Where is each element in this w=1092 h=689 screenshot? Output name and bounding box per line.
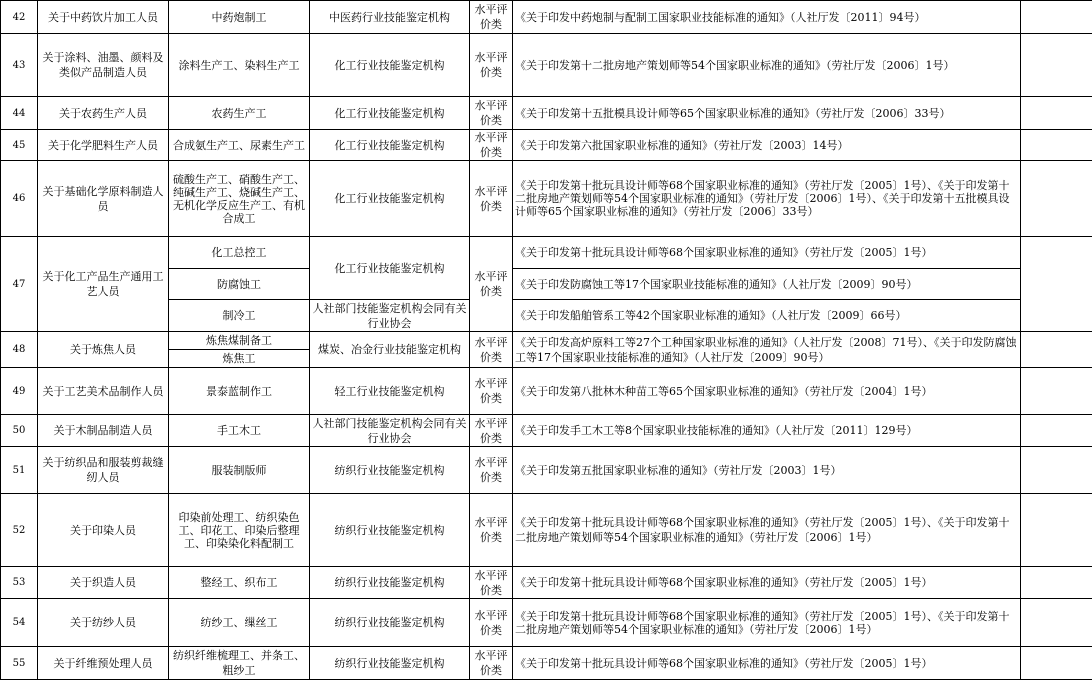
evaluation-type: 水平评价类	[470, 647, 513, 680]
row-number: 55	[1, 647, 38, 680]
job-titles: 防腐蚀工	[169, 269, 310, 300]
job-titles: 整经工、织布工	[169, 567, 310, 599]
evaluation-type: 水平评价类	[470, 599, 513, 647]
standard-basis: 《关于印发第十批玩具设计师等68个国家职业标准的通知》（劳社厅发〔2005〕1号）、《关于印发第十二批房地产策划师等54个国家职业标准的通知》（劳社厅发〔2006〕1号）	[513, 599, 1021, 647]
blank-cell	[1021, 97, 1092, 130]
job-titles: 制冷工	[169, 300, 310, 332]
standard-basis: 《关于印发第十批玩具设计师等68个国家职业标准的通知》（劳社厅发〔2005〕1号）、《关于印发第十二批房地产策划师等54个国家职业标准的通知》（劳社厅发〔2006〕1号）、《关于印发第十五批模具设计师等65个国家职业标准的通知》（劳社厅发〔2006〕33号）	[513, 161, 1021, 237]
personnel-category: 关于炼焦人员	[38, 332, 169, 368]
personnel-category: 关于纺织品和服装剪裁缝纫人员	[38, 447, 169, 494]
job-titles: 合成氨生产工、尿素生产工	[169, 130, 310, 161]
row-number: 43	[1, 34, 38, 97]
evaluation-type: 水平评价类	[470, 130, 513, 161]
evaluation-type: 水平评价类	[470, 1, 513, 34]
blank-cell	[1021, 368, 1092, 415]
evaluation-type: 水平评价类	[470, 237, 513, 332]
standard-basis: 《关于印发第十批玩具设计师等68个国家职业标准的通知》（劳社厅发〔2005〕1号）、《关于印发第十二批房地产策划师等54个国家职业标准的通知》（劳社厅发〔2006〕1号）	[513, 494, 1021, 567]
table-row	[1, 647, 1092, 680]
blank-cell	[1021, 34, 1092, 97]
job-titles: 硫酸生产工、硝酸生产工、纯碱生产工、烧碱生产工、无机化学反应生产工、有机合成工	[169, 161, 310, 237]
evaluation-type: 水平评价类	[470, 34, 513, 97]
personnel-category: 关于化工产品生产通用工艺人员	[38, 237, 169, 332]
row-number: 42	[1, 1, 38, 34]
personnel-category: 关于工艺美术品制作人员	[38, 368, 169, 415]
job-titles: 炼焦工	[169, 350, 310, 368]
assessment-agency: 化工行业技能鉴定机构	[310, 34, 470, 97]
assessment-agency: 纺织行业技能鉴定机构	[310, 494, 470, 567]
personnel-category: 关于纺纱人员	[38, 599, 169, 647]
job-titles: 印染前处理工、纺织染色工、印花工、印染后整理工、印染染化料配制工	[169, 494, 310, 567]
blank-cell	[1021, 161, 1092, 237]
row-number: 44	[1, 97, 38, 130]
standard-basis: 《关于印发防腐蚀工等17个国家职业技能标准的通知》（人社厅发〔2009〕90号）	[513, 269, 1021, 300]
job-titles: 中药炮制工	[169, 1, 310, 34]
job-titles: 景泰蓝制作工	[169, 368, 310, 415]
evaluation-type: 水平评价类	[470, 332, 513, 368]
evaluation-type: 水平评价类	[470, 567, 513, 599]
row-number: 52	[1, 494, 38, 567]
table-row	[1, 368, 1092, 415]
job-titles: 农药生产工	[169, 97, 310, 130]
evaluation-type: 水平评价类	[470, 161, 513, 237]
table-row	[1, 447, 1092, 494]
blank-cell	[1021, 567, 1092, 599]
assessment-agency: 化工行业技能鉴定机构	[310, 161, 470, 237]
table-row	[1, 97, 1092, 130]
blank-cell	[1021, 1, 1092, 34]
table-row	[1, 567, 1092, 599]
personnel-category: 关于基础化学原料制造人员	[38, 161, 169, 237]
assessment-agency: 人社部门技能鉴定机构会同有关行业协会	[310, 415, 470, 447]
blank-cell	[1021, 647, 1092, 680]
personnel-category: 关于织造人员	[38, 567, 169, 599]
evaluation-type: 水平评价类	[470, 97, 513, 130]
job-titles: 涂料生产工、染料生产工	[169, 34, 310, 97]
personnel-category: 关于化学肥料生产人员	[38, 130, 169, 161]
row-number: 46	[1, 161, 38, 237]
job-titles: 手工木工	[169, 415, 310, 447]
assessment-agency: 煤炭、冶金行业技能鉴定机构	[310, 332, 470, 368]
table-row	[1, 494, 1092, 567]
evaluation-type: 水平评价类	[470, 368, 513, 415]
assessment-agency: 纺织行业技能鉴定机构	[310, 567, 470, 599]
blank-cell	[1021, 415, 1092, 447]
standard-basis: 《关于印发船舶管系工等42个国家职业标准的通知》（人社厅发〔2009〕66号）	[513, 300, 1021, 332]
blank-cell	[1021, 494, 1092, 567]
assessment-agency: 人社部门技能鉴定机构会同有关行业协会	[310, 300, 470, 332]
blank-cell	[1021, 237, 1092, 332]
table-row	[1, 415, 1092, 447]
job-titles: 纺纱工、缫丝工	[169, 599, 310, 647]
row-number: 50	[1, 415, 38, 447]
table-row	[1, 1, 1092, 34]
row-number: 45	[1, 130, 38, 161]
evaluation-type: 水平评价类	[470, 415, 513, 447]
assessment-agency: 纺织行业技能鉴定机构	[310, 447, 470, 494]
table-row	[1, 599, 1092, 647]
standard-basis: 《关于印发中药炮制与配制工国家职业技能标准的通知》（人社厅发〔2011〕94号）	[513, 1, 1021, 34]
assessment-agency: 轻工行业技能鉴定机构	[310, 368, 470, 415]
job-titles: 炼焦煤制备工	[169, 332, 310, 350]
job-titles: 化工总控工	[169, 237, 310, 269]
row-number: 53	[1, 567, 38, 599]
assessment-agency: 纺织行业技能鉴定机构	[310, 599, 470, 647]
table-row	[1, 161, 1092, 237]
evaluation-type: 水平评价类	[470, 447, 513, 494]
standard-basis: 《关于印发第八批林木种苗工等65个国家职业标准的通知》（劳社厅发〔2004〕1号）	[513, 368, 1021, 415]
table-row	[1, 332, 1092, 350]
standard-basis: 《关于印发第十批玩具设计师等68个国家职业标准的通知》（劳社厅发〔2005〕1号）	[513, 567, 1021, 599]
personnel-category: 关于印染人员	[38, 494, 169, 567]
assessment-agency: 中医药行业技能鉴定机构	[310, 1, 470, 34]
row-number: 48	[1, 332, 38, 368]
blank-cell	[1021, 599, 1092, 647]
personnel-category: 关于中药饮片加工人员	[38, 1, 169, 34]
table-row	[1, 237, 1092, 269]
evaluation-type: 水平评价类	[470, 494, 513, 567]
standard-basis: 《关于印发第五批国家职业标准的通知》（劳社厅发〔2003〕1号）	[513, 447, 1021, 494]
row-number: 51	[1, 447, 38, 494]
standard-basis: 《关于印发第十五批模具设计师等65个国家职业标准的通知》（劳社厅发〔2006〕33号）	[513, 97, 1021, 130]
job-titles: 服装制版师	[169, 447, 310, 494]
personnel-category: 关于涂料、油墨、颜料及类似产品制造人员	[38, 34, 169, 97]
table-row	[1, 130, 1092, 161]
row-number: 47	[1, 237, 38, 332]
table-row	[1, 34, 1092, 97]
blank-cell	[1021, 447, 1092, 494]
standard-basis: 《关于印发高炉原料工等27个工种国家职业标准的通知》（人社厅发〔2008〕71号）、《关于印发防腐蚀工等17个国家职业技能标准的通知》（人社厅发〔2009〕90号）	[513, 332, 1021, 368]
job-titles: 纺织纤维梳理工、并条工、粗纱工	[169, 647, 310, 680]
blank-cell	[1021, 332, 1092, 368]
standard-basis: 《关于印发第六批国家职业标准的通知》（劳社厅发〔2003〕14号）	[513, 130, 1021, 161]
standard-basis: 《关于印发手工木工等8个国家职业技能标准的通知》（人社厅发〔2011〕129号）	[513, 415, 1021, 447]
standard-basis: 《关于印发第十批玩具设计师等68个国家职业标准的通知》（劳社厅发〔2005〕1号）	[513, 237, 1021, 269]
assessment-agency: 化工行业技能鉴定机构	[310, 97, 470, 130]
assessment-agency: 化工行业技能鉴定机构	[310, 237, 470, 300]
standard-basis: 《关于印发第十二批房地产策划师等54个国家职业标准的通知》（劳社厅发〔2006〕1号）	[513, 34, 1021, 97]
personnel-category: 关于农药生产人员	[38, 97, 169, 130]
blank-cell	[1021, 130, 1092, 161]
assessment-agency: 纺织行业技能鉴定机构	[310, 647, 470, 680]
assessment-agency: 化工行业技能鉴定机构	[310, 130, 470, 161]
row-number: 49	[1, 368, 38, 415]
row-number: 54	[1, 599, 38, 647]
personnel-category: 关于纤维预处理人员	[38, 647, 169, 680]
personnel-category: 关于木制品制造人员	[38, 415, 169, 447]
standard-basis: 《关于印发第十批玩具设计师等68个国家职业标准的通知》（劳社厅发〔2005〕1号）	[513, 647, 1021, 680]
